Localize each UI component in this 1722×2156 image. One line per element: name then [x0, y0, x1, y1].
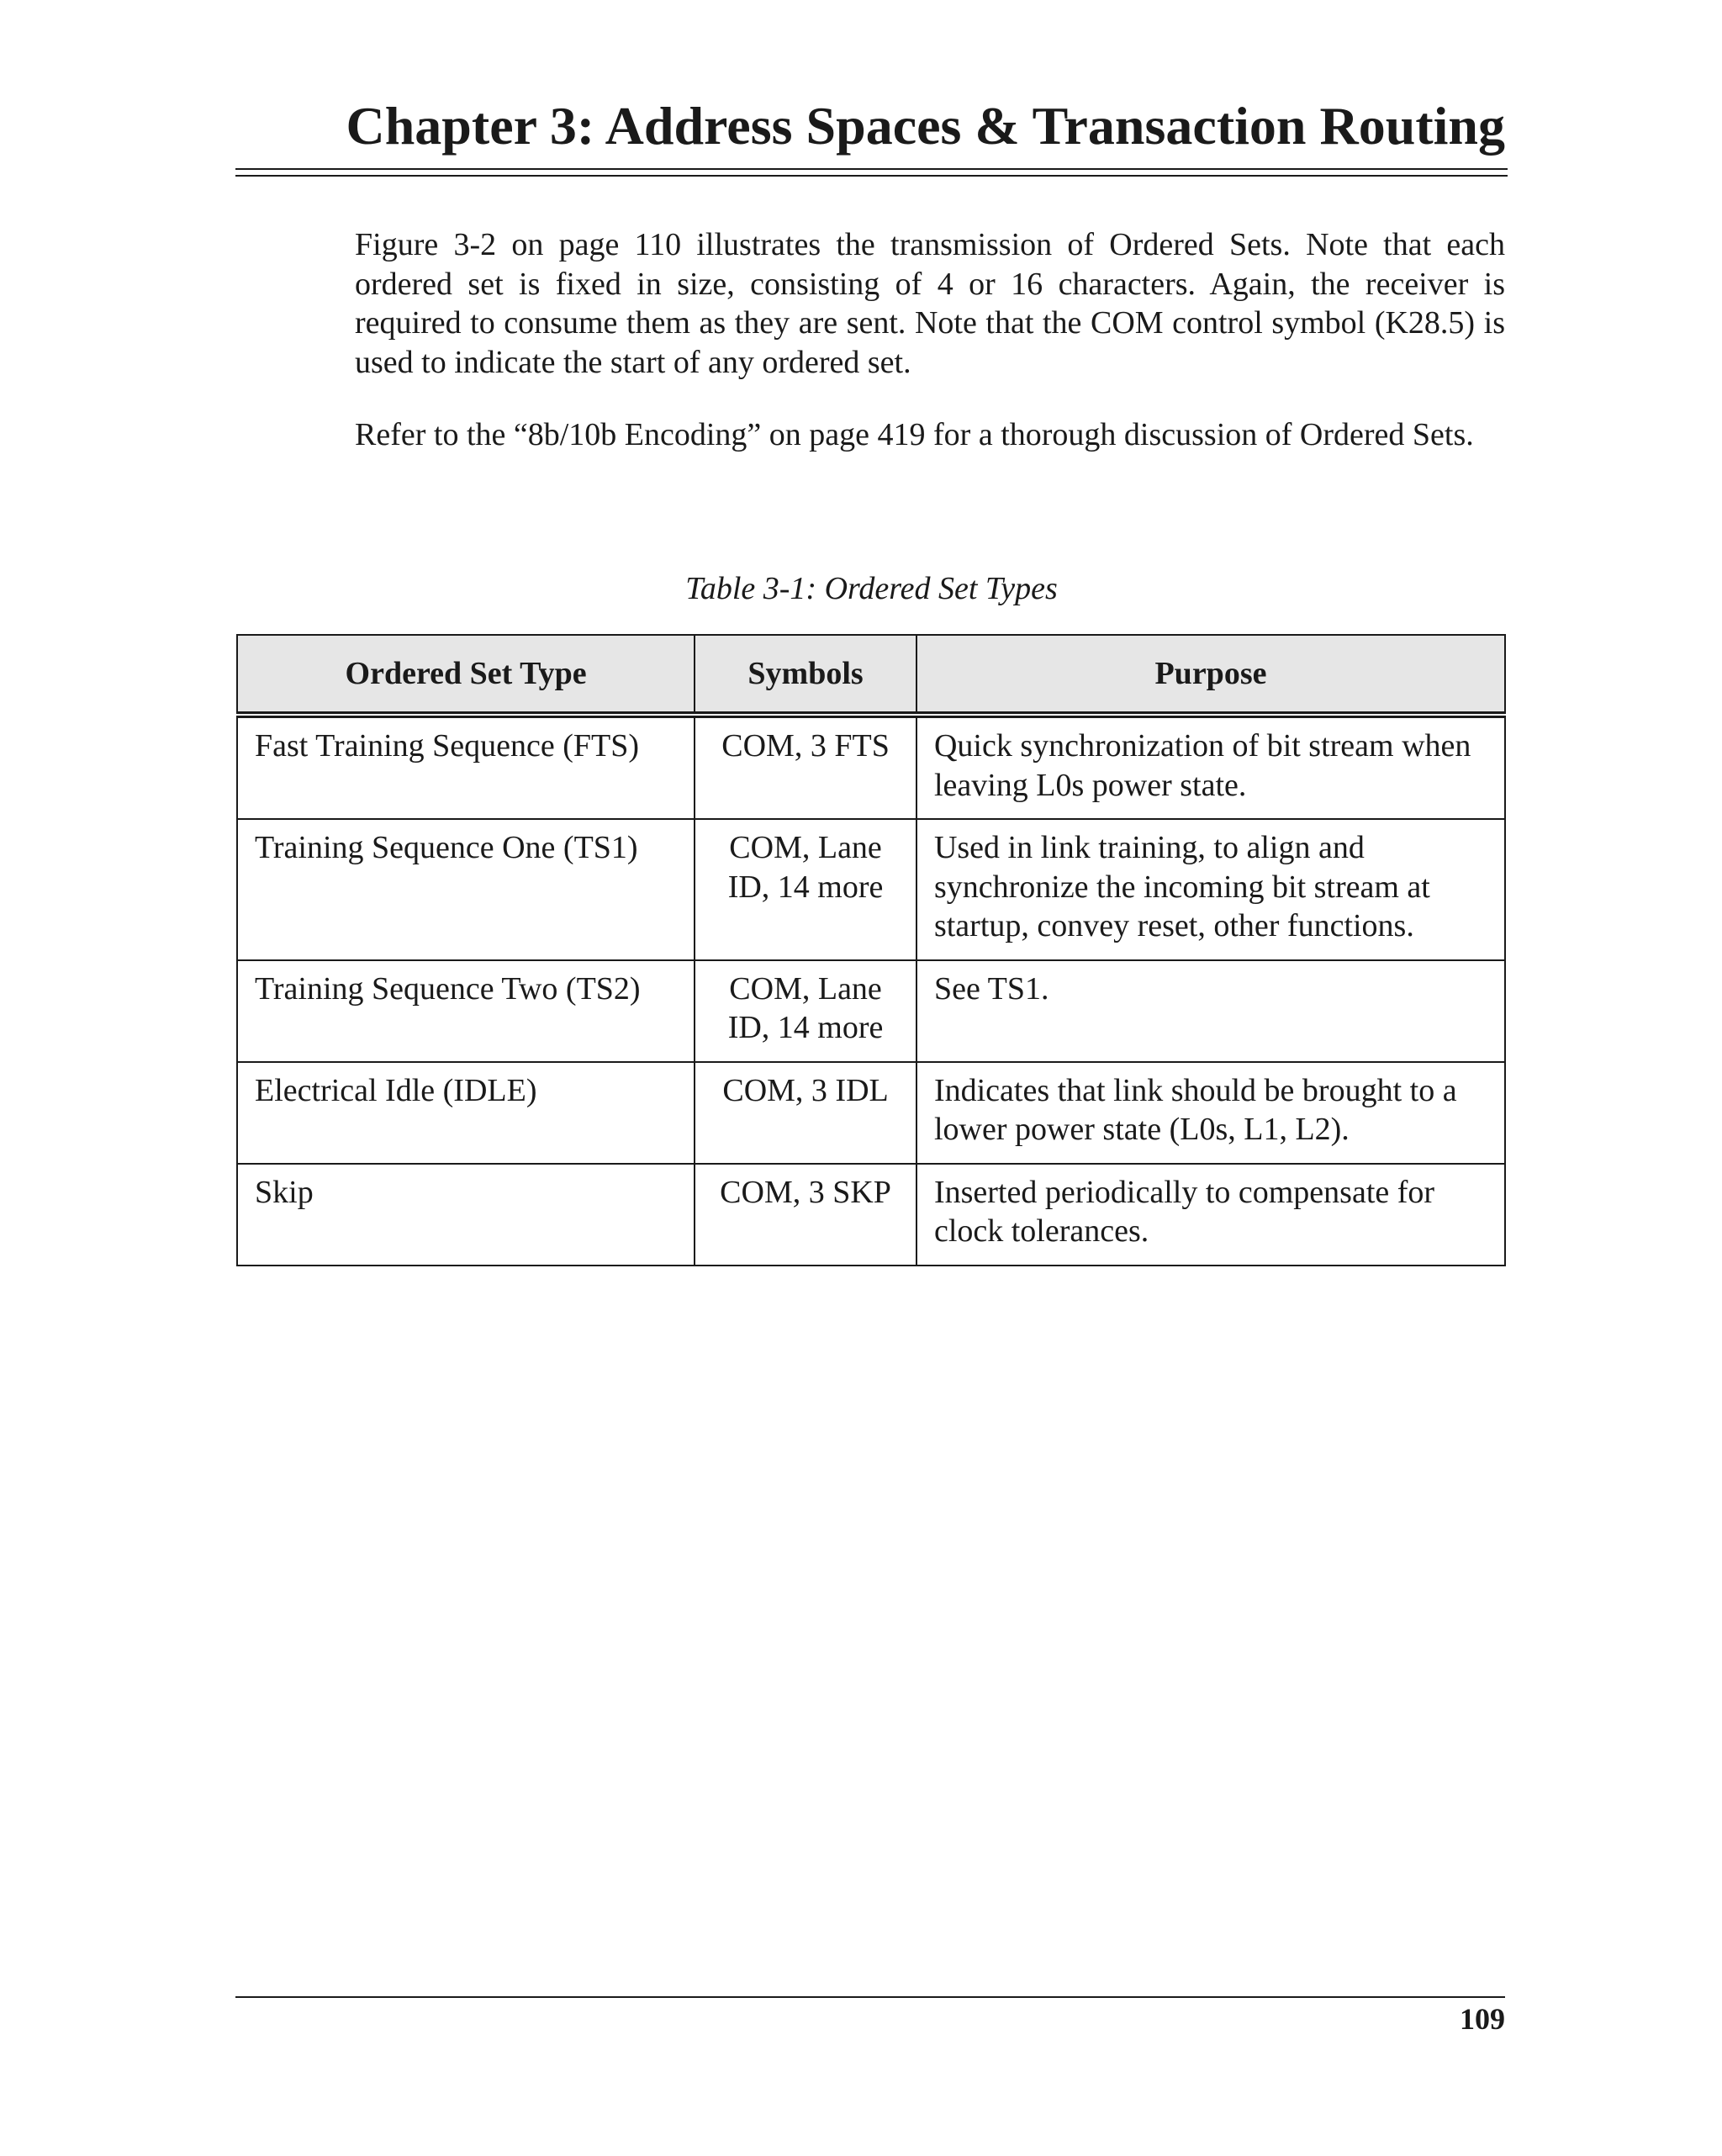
table-row: [237, 1164, 1505, 1266]
header-rule: [235, 168, 1508, 177]
cell-symbols: COM, 3 SKP: [695, 1164, 916, 1266]
cell-purpose: See TS1.: [916, 960, 1505, 1062]
body-paragraph-2: Refer to the “8b/10b Encoding” on page 419 for a thorough discussion of Ordered Sets.: [355, 417, 1474, 452]
table-row: [237, 715, 1505, 819]
chapter-title: Chapter 3: Address Spaces & Transaction Routing: [346, 96, 1505, 156]
cell-symbols: COM, Lane ID, 14 more: [695, 819, 916, 960]
cell-ordered-set-type: Electrical Idle (IDLE): [237, 1062, 695, 1164]
ordered-set-types-table: [236, 634, 1506, 1266]
cell-purpose: Used in link training, to align and synchronize the incoming bit stream at startup, convey reset, other functions.: [916, 819, 1505, 960]
cell-purpose: Quick synchronization of bit stream when leaving L0s power state.: [916, 715, 1505, 819]
cell-symbols: COM, Lane ID, 14 more: [695, 960, 916, 1062]
table-row: [237, 819, 1505, 960]
table-header-row: [237, 635, 1505, 715]
header-symbols: Symbols: [695, 635, 916, 715]
header-purpose: Purpose: [916, 635, 1505, 715]
cell-ordered-set-type: Skip: [237, 1164, 695, 1266]
cell-ordered-set-type: Training Sequence Two (TS2): [237, 960, 695, 1062]
cell-symbols: COM, 3 IDL: [695, 1062, 916, 1164]
page-number: 109: [1460, 2002, 1505, 2036]
cell-ordered-set-type: Training Sequence One (TS1): [237, 819, 695, 960]
cell-purpose: Indicates that link should be brought to a lower power state (L0s, L1, L2).: [916, 1062, 1505, 1164]
table-caption: Table 3-1: Ordered Set Types: [685, 571, 1058, 606]
cell-ordered-set-type: Fast Training Sequence (FTS): [237, 715, 695, 819]
body-paragraph-1: Figure 3-2 on page 110 illustrates the transmission of Ordered Sets. Note that each ordered set is fixed in size, consisting of 4 or 16 characters. Again, the receiver is required to consume them as they are sent. Note that the COM control symbol (K28.5) is used to indicate the start of any ordered set.: [355, 227, 1505, 380]
cell-symbols: COM, 3 FTS: [695, 715, 916, 819]
cell-purpose: Inserted periodically to compensate for clock tolerances.: [916, 1164, 1505, 1266]
header-ordered-set-type: Ordered Set Type: [237, 635, 695, 715]
table-row: [237, 960, 1505, 1062]
table-row: [237, 1062, 1505, 1164]
footer-rule: [235, 1996, 1505, 1998]
